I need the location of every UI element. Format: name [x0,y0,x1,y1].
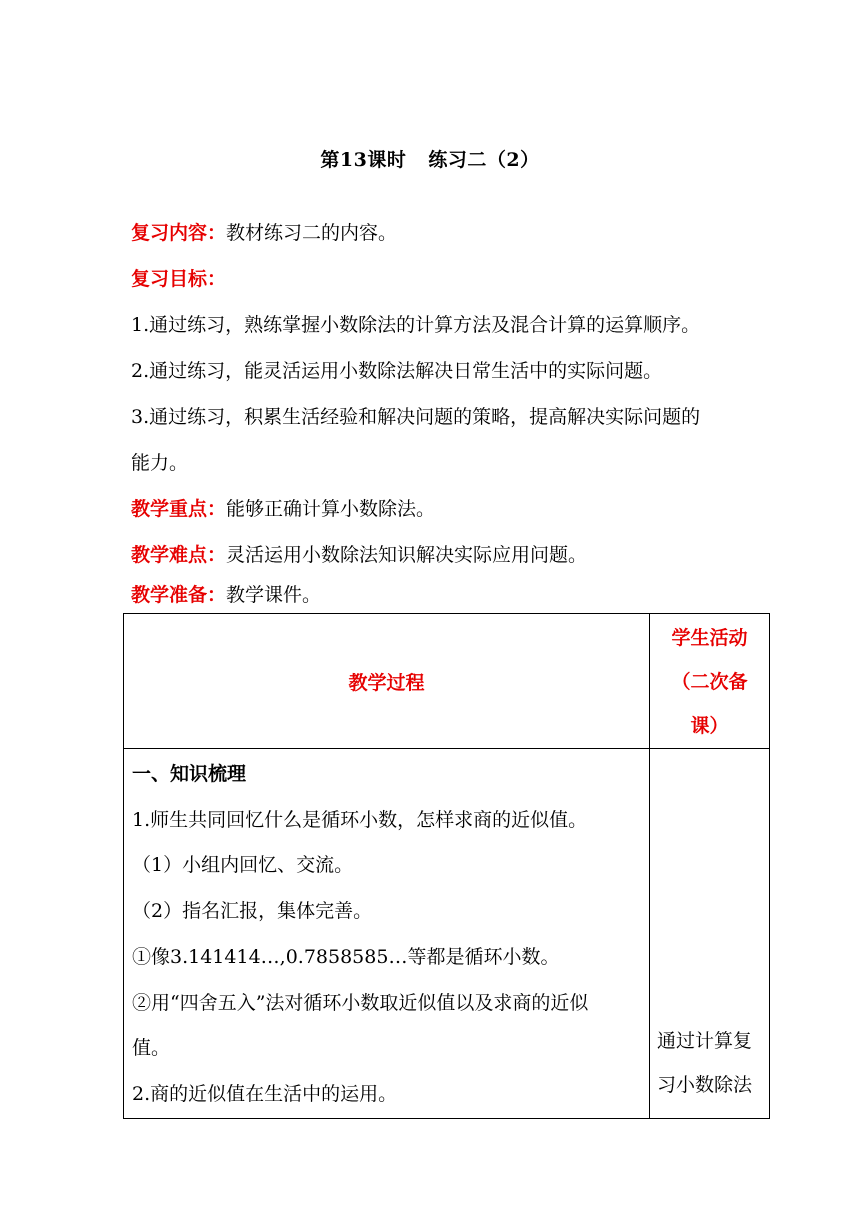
process-line: 值。 [132,1037,171,1060]
difficulty-label: 教学难点： [131,544,227,566]
goal-item: 3.通过练习，积累生活经验和解决问题的策略，提高解决实际问题的 [131,406,701,428]
review-goals-label: 复习目标： [131,268,227,290]
process-line: （2）指名汇报，集体完善。 [132,900,373,923]
process-cell [124,749,650,1119]
key-point-label: 教学重点： [131,498,227,520]
side-note-line: 通过计算复 [657,1030,753,1052]
process-line: ②用“四舍五入”法对循环小数取近似值以及求商的近似 [132,991,589,1014]
header-student-cell [650,614,770,749]
goal-item: 1.通过练习，熟练掌握小数除法的计算方法及混合计算的运算顺序。 [131,314,701,336]
goal-item-continued: 能力。 [131,452,189,474]
page-title [0,145,860,172]
process-line: （1）小组内回忆、交流。 [132,854,354,877]
preparation-label: 教学准备： [131,584,227,606]
header-student-line: 学生活动 [671,627,748,649]
review-goals-line [131,264,226,291]
review-content-text: 教材练习二的内容。 [226,222,398,244]
process-line: 2.商的近似值在生活中的运用。 [132,1082,398,1105]
header-process-label: 教学过程 [348,671,425,694]
difficulty-text: 灵活运用小数除法知识解决实际应用问题。 [226,544,588,566]
header-process-cell [124,614,650,749]
review-content-line [131,218,397,245]
lesson-name: 练习二（2） [428,149,540,171]
lesson-plan-table [123,613,770,1119]
side-note-line: 习小数除法 [657,1074,753,1096]
review-content-label: 复习内容： [131,222,227,244]
process-line: ①像3.141414…,0.7858585…等都是循环小数。 [132,945,560,968]
goal-item: 2.通过练习，能灵活运用小数除法解决日常生活中的实际问题。 [131,360,663,382]
lesson-number: 第13课时 [320,149,407,171]
student-activity-cell [650,749,770,1119]
process-line: 1.师生共同回忆什么是循环小数，怎样求商的近似值。 [132,808,588,831]
preparation-text: 教学课件。 [226,584,322,606]
student-activity-note [657,1019,752,1107]
preparation-line [131,580,321,607]
key-point-text: 能够正确计算小数除法。 [226,498,436,520]
header-student-line: （二次备 [671,671,748,693]
section-heading: 一、知识梳理 [132,763,247,785]
table-body-row [124,749,770,1119]
header-student-line: 课） [690,715,729,737]
difficulty-line [131,540,587,567]
key-point-line [131,494,435,521]
table-header-row [124,614,770,749]
